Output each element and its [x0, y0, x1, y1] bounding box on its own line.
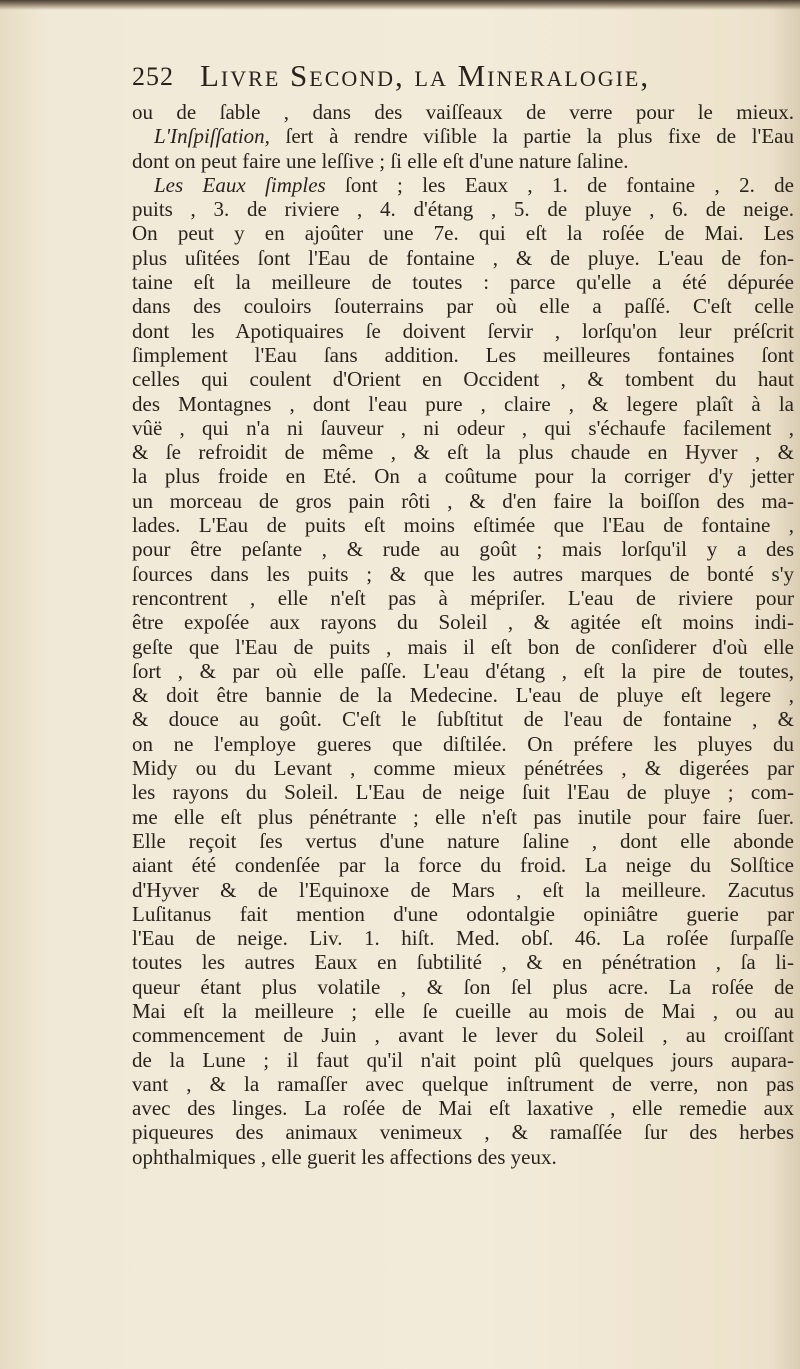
text-line: rencontrent , elle n'eſt pas à mépriſer. L'eau de riviere pour [132, 585, 794, 610]
text-line: toutes les autres Eaux en ſubtilité , & en pénétration , ſa li- [132, 950, 794, 975]
text-line: celles qui coulent d'Orient en Occident , & tombent du haut [132, 367, 794, 392]
text-line: la plus froide en Eté. On a coûtume pour la corriger d'y jetter [132, 464, 794, 489]
text-line: & doit être bannie de la Medecine. L'eau de pluye eſt legere , [132, 683, 794, 708]
text-line: L'Inſpiſſation, ſert à rendre viſible la partie la plus fixe de l'Eau [154, 124, 794, 149]
text-line: Elle reçoit ſes vertus d'une nature ſaline , dont elle abonde [132, 828, 794, 853]
running-title: Livre Second, la Mineralogie, [200, 58, 651, 93]
text-line: me elle eſt plus pénétrante ; elle n'eſt pas inutile pour faire ſuer. [132, 804, 794, 829]
text-line: des Montagnes , dont l'eau pure , claire , & legere plaît à la [132, 391, 794, 416]
text-line: on ne l'employe gueres que diſtilée. On préfere les pluyes du [132, 731, 794, 756]
text-line: dans des couloirs ſouterrains par où elle a paſſé. C'eſt celle [132, 294, 794, 319]
text-line: les rayons du Soleil. L'Eau de neige ſuit l'Eau de pluye ; com- [132, 780, 794, 805]
text-line: & douce au goût. C'eſt le ſubſtitut de l'eau de fontaine , & [132, 707, 794, 732]
text-line: geſte que l'Eau de puits , mais il eſt bon de conſiderer d'où elle [132, 634, 794, 659]
text-line: commencement de Juin , avant le lever du Soleil , au croiſſant [132, 1023, 794, 1048]
text-line: dont les Apotiquaires ſe doivent ſervir , lorſqu'on leur préſcrit [132, 318, 794, 343]
text-line: taine eſt la meilleure de toutes : parce qu'elle a été dépurée [132, 270, 794, 295]
text-line: d'Hyver & de l'Equinoxe de Mars , eſt la meilleure. Zacutus [132, 877, 794, 902]
text-line: avec des linges. La roſée de Mai eſt laxative , elle remedie aux [132, 1096, 794, 1121]
text-line: queur étant plus volatile , & ſon ſel plus acre. La roſée de [132, 974, 794, 999]
text-line: un morceau de gros pain rôti , & d'en faire la boiſſon des ma- [132, 488, 794, 513]
text-line: plus uſitées ſont l'Eau de fontaine , & de pluye. L'eau de fon- [132, 245, 794, 270]
text-line: Luſitanus fait mention d'une odontalgie opiniâtre guerie par [132, 901, 794, 926]
text-line: l'Eau de neige. Liv. 1. hiſt. Med. obſ. 46. La roſée ſurpaſſe [132, 926, 794, 951]
body-text [132, 100, 794, 1169]
text-line: ſort , & par où elle paſſe. L'eau d'étang , eſt la pire de toutes, [132, 658, 794, 683]
text-line: Midy ou du Levant , comme mieux pénétrées , & digerées par [132, 756, 794, 781]
text-line: & ſe refroidit de même , & eſt la plus chaude en Hyver , & [132, 440, 794, 465]
text-line: ſources dans les puits ; & que les autres marques de bonté s'y [132, 561, 794, 586]
page-number: 252 [132, 62, 174, 91]
text-line: puits , 3. de riviere , 4. d'étang , 5. de pluye , 6. de neige. [132, 197, 794, 222]
text-line: ou de ſable , dans des vaiſſeaux de verre pour le mieux. [132, 100, 794, 124]
text-line: dont on peut faire une leſſive ; ſi elle eſt d'une nature ſaline. [132, 148, 629, 173]
text-line: Mai eſt la meilleure ; elle ſe cueille au mois de Mai , ou au [132, 998, 794, 1023]
text-line: vant , & la ramaſſer avec quelque inſtrument de verre, non pas [132, 1071, 794, 1096]
page-top-edge [0, 0, 800, 10]
text-line: être expoſée aux rayons du Soleil , & agitée eſt moins indi- [132, 610, 794, 635]
text-line: piqueures des animaux venimeux , & ramaſſée ſur des herbes [132, 1120, 794, 1145]
text-line: lades. L'Eau de puits eſt moins eſtimée que l'Eau de fontaine , [132, 513, 794, 538]
text-line: de la Lune ; il faut qu'il n'ait point plû quelques jours aupara- [132, 1047, 794, 1072]
text-line: ophthalmiques , elle guerit les affections des yeux. [132, 1144, 557, 1169]
text-line: vûë , qui n'a ni ſauveur , ni odeur , qui s'échaufe facilement , [132, 415, 794, 440]
text-line: Les Eaux ſimples ſont ; les Eaux , 1. de fontaine , 2. de [154, 172, 794, 197]
text-line: pour être peſante , & rude au goût ; mais lorſqu'il y a des [132, 537, 794, 562]
text-line: On peut y en ajoûter une 7e. qui eſt la roſée de Mai. Les [132, 221, 794, 246]
page-header [132, 58, 772, 102]
text-line: aiant été condenſée par la force du froid. La neige du Solſtice [132, 853, 794, 878]
text-line: ſimplement l'Eau ſans addition. Les meilleures fontaines ſont [132, 342, 794, 367]
